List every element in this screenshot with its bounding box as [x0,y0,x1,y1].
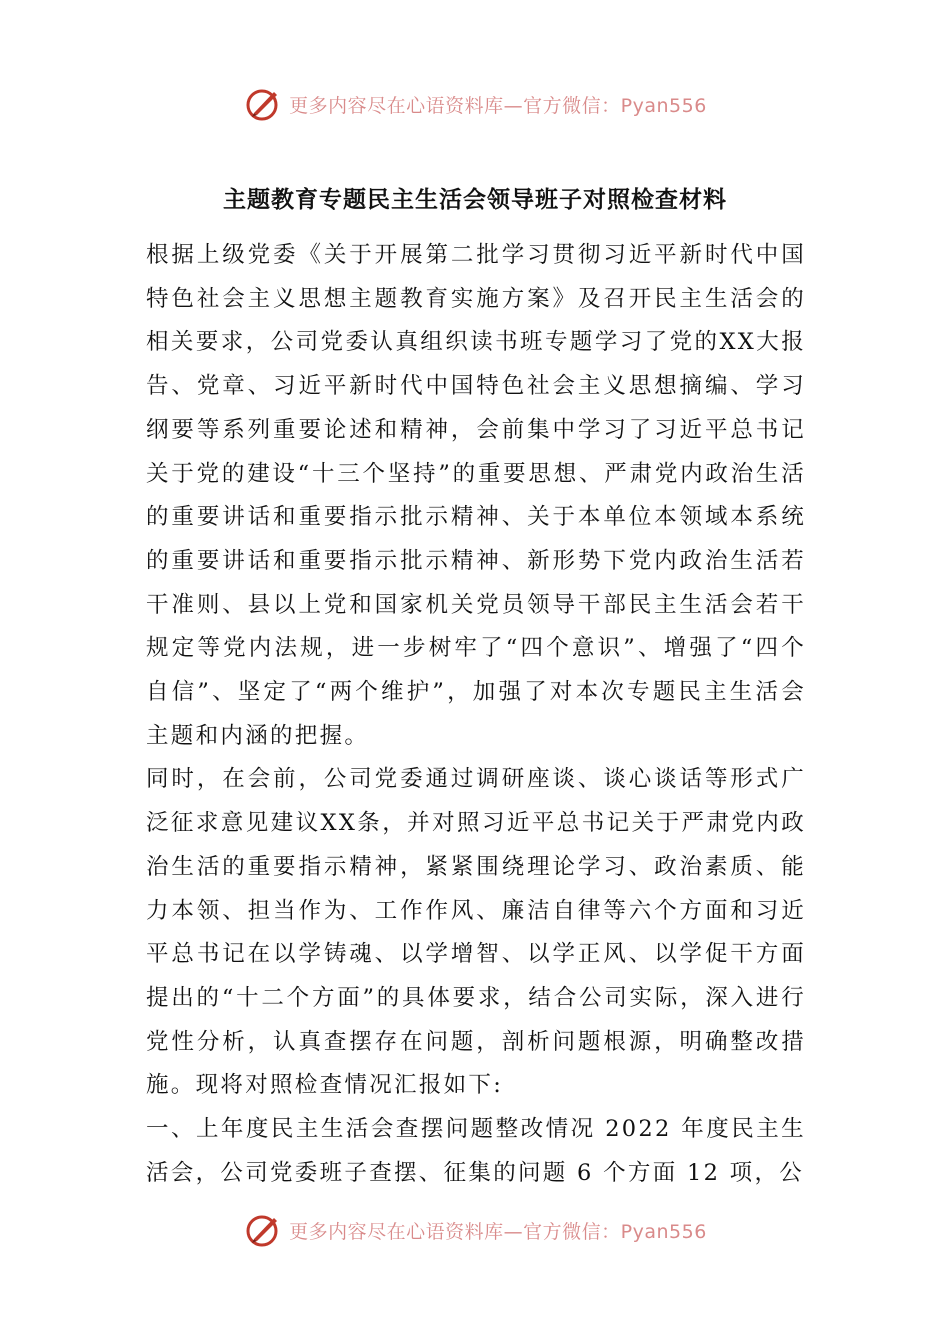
paragraph: 一、上年度民主生活会查摆问题整改情况 2022 年度民主生活会，公司党委班子查摆、征集的问题 6 个方面 12 项，公 [146,1116,806,1186]
pen-in-circle-logo-icon [243,1210,283,1250]
watermark-text: 更多内容尽在心语资料库—官方微信：Pyan556 [289,1220,707,1243]
paragraph: 同时，在会前，公司党委通过调研座谈、谈心谈话等形式广泛征求意见建议XX条，并对照习近平总书记关于严肃党内政治生活的重要指示精神，紧紧围绕理论学习、政治素质、能力本领、担当作为、工作作风、廉洁自律等六个方面和习近平总书记在以学铸魂、以学增智、以学正风、以学促干方面提出的“十二个方面”的具体要求，结合公司实际，深入进行党性分析，认真查摆存在问题，剖析问题根源，明确整改措施。现将对照检查情况汇报如下: [146,766,806,1099]
header-watermark [0,80,950,128]
pen-in-circle-logo-icon [243,84,283,124]
footer-watermark [0,1206,950,1254]
document-title: 主题教育专题民主生活会领导班子对照检查材料 [223,186,727,214]
document-body [146,234,806,1195]
watermark-text: 更多内容尽在心语资料库—官方微信：Pyan556 [289,94,707,117]
paragraph: 根据上级党委《关于开展第二批学习贯彻习近平新时代中国特色社会主义思想主题教育实施方案》及召开民主生活会的相关要求，公司党委认真组织读书班专题学习了党的XX大报告、党章、习近平新时代中国特色社会主义思想摘编、学习纲要等系列重要论述和精神，会前集中学习了习近平总书记关于党的建设“十三个坚持”的重要思想、严肃党内政治生活的重要讲话和重要指示批示精神、关于本单位本领域本系统的重要讲话和重要指示批示精神、新形势下党内政治生活若干准则、县以上党和国家机关党员领导干部民主生活会若干规定等党内法规，进一步树牢了“四个意识”、增强了“四个自信”、坚定了“两个维护”，加强了对本次专题民主生活会主题和内涵的把握。 [146,242,806,749]
